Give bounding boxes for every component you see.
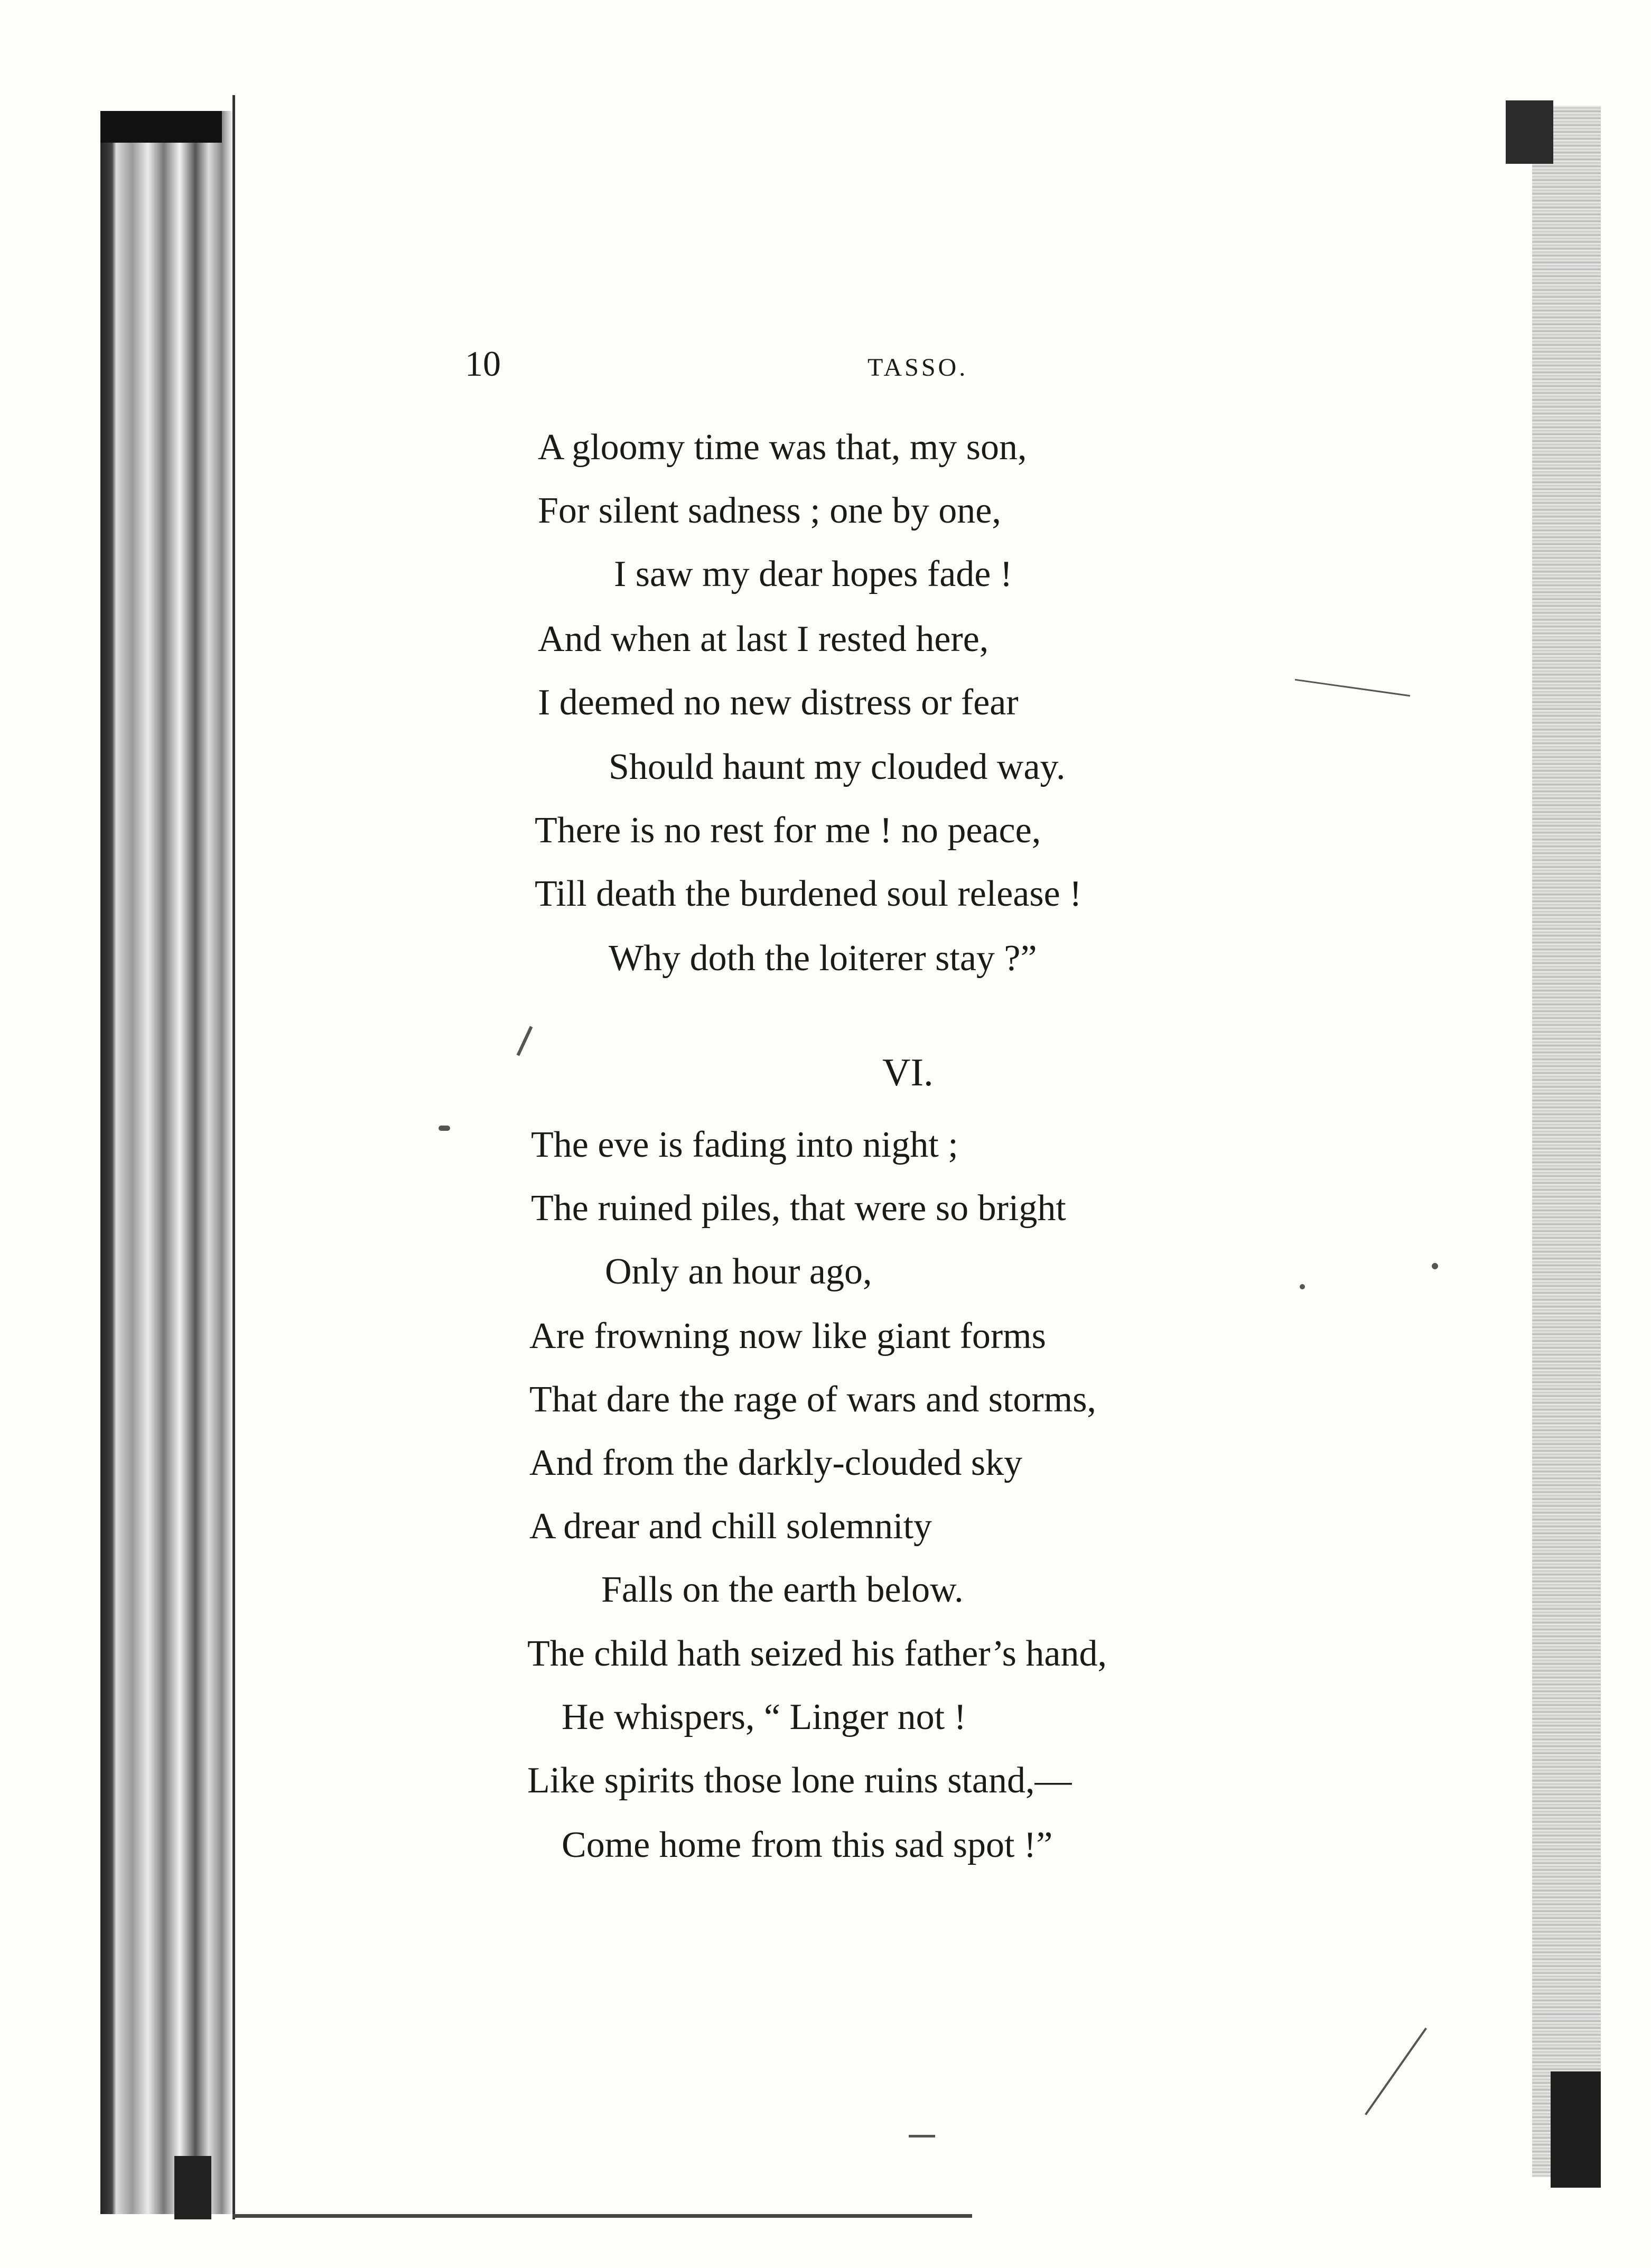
poem-line: Only an hour ago, [605,1251,872,1292]
running-head: TASSO. [868,354,968,382]
poem-line: Should haunt my clouded way. [609,747,1066,787]
poem-line: The eve is fading into night ; [531,1124,958,1165]
scan-speck [517,1026,533,1056]
page-number: 10 [465,343,501,384]
page-bottom-edge [232,2214,972,2218]
scan-speck [1295,679,1410,697]
edge-shadow-top [1506,100,1553,164]
poem-line: Come home from this sad spot !” [562,1825,1053,1865]
poem-line: For silent sadness ; one by one, [538,490,1001,531]
poem-line: That dare the rage of wars and storms, [529,1379,1096,1420]
scan-speck [1300,1284,1305,1289]
page-edge [232,95,235,2219]
poem-line: The ruined piles, that were so bright [531,1188,1066,1229]
scan-speck [439,1126,450,1131]
poem-line: There is no rest for me ! no peace, [535,810,1041,851]
poem-line: Are frowning now like giant forms [529,1316,1046,1356]
poem-line: A gloomy time was that, my son, [538,427,1027,468]
scan-speck [1432,1263,1438,1269]
poem-line: He whispers, “ Linger not ! [562,1697,966,1737]
poem-line: Falls on the earth below. [601,1569,964,1610]
poem-line: A drear and chill solemnity [529,1506,932,1547]
poem-line: Like spirits those lone ruins stand,— [527,1760,1072,1801]
section-numeral: VI. [882,1051,934,1094]
binding-shadow-top [100,111,222,143]
poem-line: And when at last I rested here, [538,619,989,659]
poem-line: I saw my dear hopes fade ! [614,554,1013,594]
scan-speck [1365,2028,1427,2115]
binding-shadow-bottom [174,2156,211,2219]
book-binding-left [100,111,232,2214]
poem-line: The child hath seized his father’s hand, [527,1633,1107,1674]
poem-line: I deemed no new distress or fear [538,682,1019,723]
book-edge-right [1532,106,1601,2177]
scan-speck [909,2135,935,2137]
poem-line: Till death the burdened soul release ! [535,873,1082,914]
edge-shadow-bottom [1551,2071,1601,2188]
poem-line: Why doth the loiterer stay ?” [609,938,1037,979]
poem-line: And from the darkly-clouded sky [529,1443,1023,1483]
